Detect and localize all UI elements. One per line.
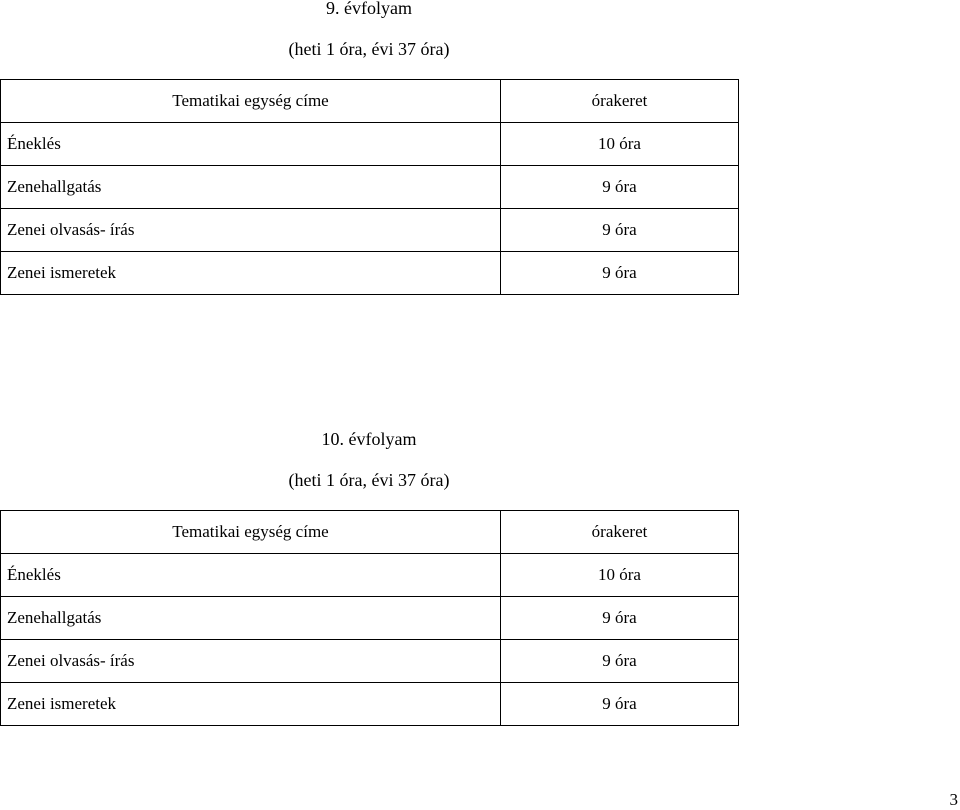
unit-name: Zenei ismeretek	[1, 252, 501, 295]
unit-hours: 10 óra	[501, 123, 739, 166]
table-header-row	[1, 511, 739, 554]
units-table	[0, 79, 739, 295]
column-header-hours: órakeret	[501, 511, 739, 554]
table-row	[1, 597, 739, 640]
table-row	[1, 683, 739, 726]
table-row	[1, 554, 739, 597]
page-number: 3	[949, 790, 958, 809]
unit-name: Éneklés	[1, 554, 501, 597]
unit-hours: 9 óra	[501, 597, 739, 640]
section-subheading: (heti 1 óra, évi 37 óra)	[288, 39, 450, 59]
unit-hours: 9 óra	[501, 166, 739, 209]
unit-hours: 9 óra	[501, 209, 739, 252]
unit-hours: 9 óra	[501, 252, 739, 295]
column-header-title: Tematikai egység címe	[1, 511, 501, 554]
unit-name: Zenei olvasás- írás	[1, 640, 501, 683]
units-table	[0, 510, 739, 726]
unit-hours: 9 óra	[501, 683, 739, 726]
unit-name: Zenei ismeretek	[1, 683, 501, 726]
section-heading: 9. évfolyam	[326, 0, 412, 18]
table-header-row	[1, 80, 739, 123]
unit-hours: 10 óra	[501, 554, 739, 597]
section-subheading: (heti 1 óra, évi 37 óra)	[288, 470, 450, 490]
table-row	[1, 123, 739, 166]
column-header-title: Tematikai egység címe	[1, 80, 501, 123]
column-header-hours: órakeret	[501, 80, 739, 123]
table-row	[1, 209, 739, 252]
unit-name: Zenehallgatás	[1, 597, 501, 640]
table-row	[1, 252, 739, 295]
unit-name: Éneklés	[1, 123, 501, 166]
unit-hours: 9 óra	[501, 640, 739, 683]
table-row	[1, 166, 739, 209]
section-heading: 10. évfolyam	[321, 429, 417, 449]
unit-name: Zenehallgatás	[1, 166, 501, 209]
table-row	[1, 640, 739, 683]
unit-name: Zenei olvasás- írás	[1, 209, 501, 252]
